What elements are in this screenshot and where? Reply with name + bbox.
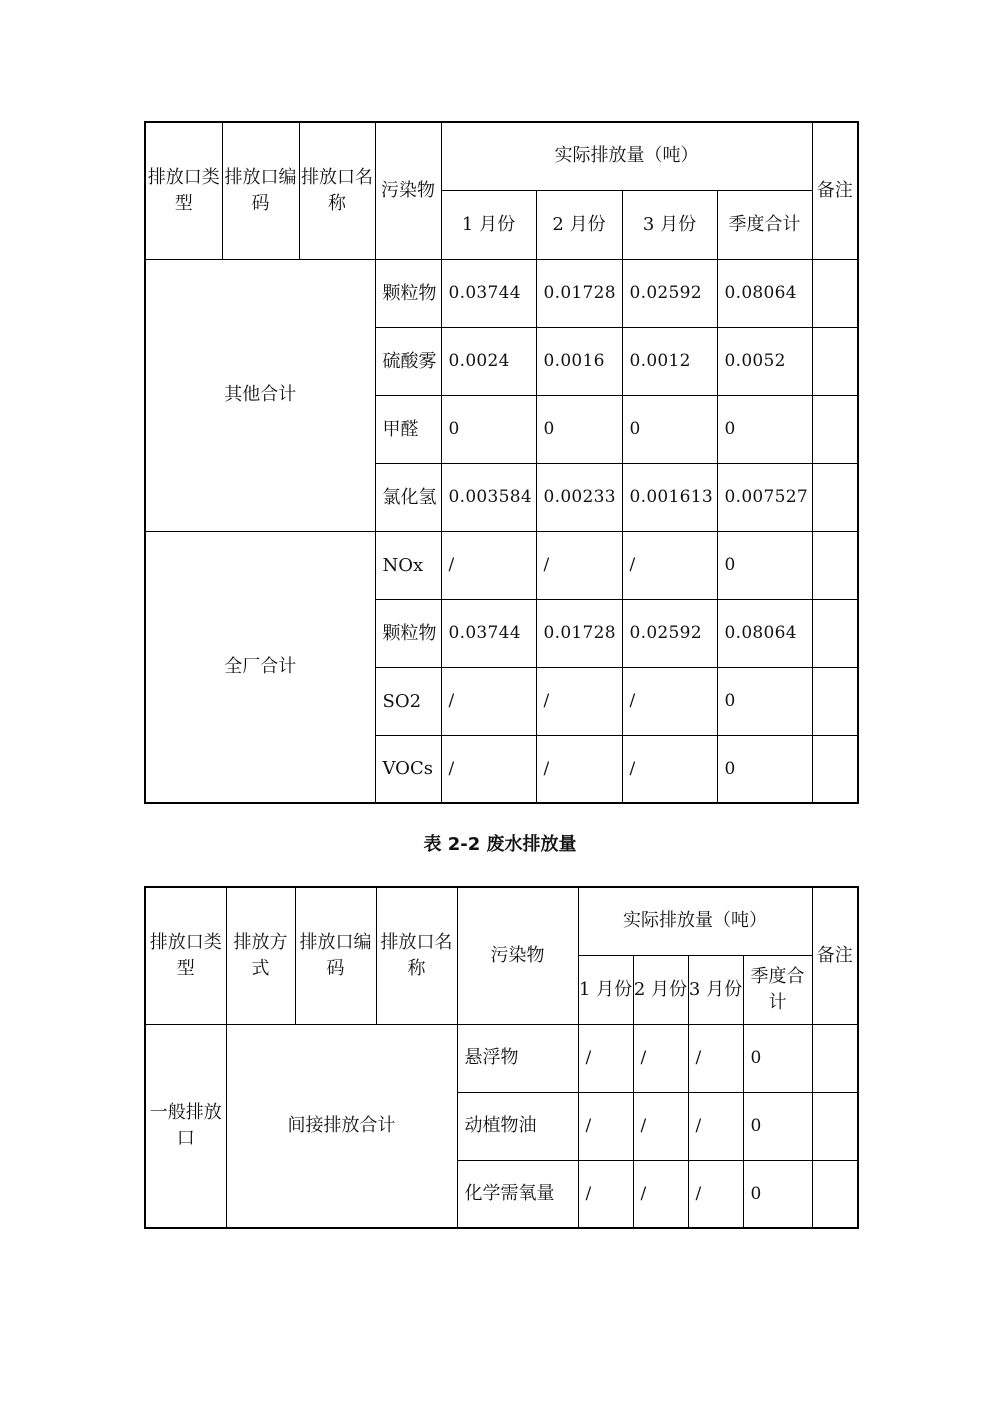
total-cell: 0 xyxy=(743,1024,812,1092)
month1-cell: / xyxy=(578,1024,633,1092)
month2-cell: / xyxy=(633,1160,688,1228)
header-month-1: 1 月份 xyxy=(441,190,536,259)
header-month-3: 3 月份 xyxy=(622,190,717,259)
month2-cell: / xyxy=(536,667,622,735)
header-outlet-name: 排放口名称 xyxy=(376,887,457,1024)
header-outlet-code: 排放口编码 xyxy=(295,887,376,1024)
total-cell: 0 xyxy=(717,395,812,463)
pollutant-cell: 硫酸雾 xyxy=(375,327,441,395)
header-quarter-total: 季度合计 xyxy=(717,190,812,259)
month2-cell: 0.00233 xyxy=(536,463,622,531)
emission-table-air xyxy=(144,121,859,804)
pollutant-cell: SO2 xyxy=(375,667,441,735)
header-outlet-code: 排放口编码 xyxy=(222,122,299,259)
pollutant-cell: 颗粒物 xyxy=(375,259,441,327)
month1-cell: / xyxy=(441,531,536,599)
pollutant-cell: 颗粒物 xyxy=(375,599,441,667)
total-cell: 0.08064 xyxy=(717,599,812,667)
month3-cell: 0 xyxy=(622,395,717,463)
total-cell: 0 xyxy=(743,1160,812,1228)
month2-cell: 0.01728 xyxy=(536,259,622,327)
pollutant-cell: 悬浮物 xyxy=(457,1024,578,1092)
table-row xyxy=(145,531,858,599)
group-label-plant-total: 全厂合计 xyxy=(145,531,375,803)
month3-cell: 0.001613 xyxy=(622,463,717,531)
pollutant-cell: 动植物油 xyxy=(457,1092,578,1160)
month2-cell: / xyxy=(536,531,622,599)
header-outlet-type: 排放口类型 xyxy=(145,122,222,259)
remark-cell xyxy=(812,463,858,531)
month3-cell: / xyxy=(688,1160,743,1228)
header-actual-emission: 实际排放量（吨） xyxy=(441,122,812,190)
remark-cell xyxy=(812,667,858,735)
total-cell: 0.08064 xyxy=(717,259,812,327)
header-month-2: 2 月份 xyxy=(536,190,622,259)
emission-table-wastewater xyxy=(144,886,859,1229)
remark-cell xyxy=(812,1092,858,1160)
group-label-other-total: 其他合计 xyxy=(145,259,375,531)
remark-cell xyxy=(812,531,858,599)
header-month-1: 1 月份 xyxy=(578,955,633,1024)
remark-cell xyxy=(812,327,858,395)
month3-cell: / xyxy=(688,1024,743,1092)
total-cell: 0.0052 xyxy=(717,327,812,395)
month2-cell: 0.01728 xyxy=(536,599,622,667)
table-caption: 表 2-2 废水排放量 xyxy=(423,834,577,855)
month2-cell: / xyxy=(633,1024,688,1092)
month3-cell: 0.0012 xyxy=(622,327,717,395)
pollutant-cell: 甲醛 xyxy=(375,395,441,463)
month1-cell: 0.03744 xyxy=(441,599,536,667)
remark-cell xyxy=(812,1160,858,1228)
month3-cell: 0.02592 xyxy=(622,259,717,327)
remark-cell xyxy=(812,735,858,803)
month1-cell: / xyxy=(578,1160,633,1228)
total-cell: 0 xyxy=(743,1092,812,1160)
month2-cell: 0.0016 xyxy=(536,327,622,395)
total-cell: 0 xyxy=(717,667,812,735)
remark-cell xyxy=(812,599,858,667)
header-outlet-name: 排放口名称 xyxy=(299,122,375,259)
group-label-indirect-total: 间接排放合计 xyxy=(226,1024,457,1228)
month1-cell: / xyxy=(578,1092,633,1160)
table-row xyxy=(145,1024,858,1092)
pollutant-cell: 氯化氢 xyxy=(375,463,441,531)
month3-cell: / xyxy=(622,667,717,735)
month1-cell: / xyxy=(441,735,536,803)
total-cell: 0 xyxy=(717,531,812,599)
header-month-3: 3 月份 xyxy=(688,955,743,1024)
month1-cell: 0 xyxy=(441,395,536,463)
month1-cell: 0.03744 xyxy=(441,259,536,327)
pollutant-cell: VOCs xyxy=(375,735,441,803)
month1-cell: 0.0024 xyxy=(441,327,536,395)
month2-cell: 0 xyxy=(536,395,622,463)
header-pollutant: 污染物 xyxy=(457,887,578,1024)
header-remark: 备注 xyxy=(812,887,858,1024)
month3-cell: 0.02592 xyxy=(622,599,717,667)
month1-cell: 0.003584 xyxy=(441,463,536,531)
month2-cell: / xyxy=(536,735,622,803)
header-actual-emission: 实际排放量（吨） xyxy=(578,887,812,955)
month3-cell: / xyxy=(622,531,717,599)
total-cell: 0.007527 xyxy=(717,463,812,531)
header-remark: 备注 xyxy=(812,122,858,259)
header-outlet-type: 排放口类型 xyxy=(145,887,226,1024)
header-discharge-method: 排放方式 xyxy=(226,887,295,1024)
total-cell: 0 xyxy=(717,735,812,803)
pollutant-cell: NOx xyxy=(375,531,441,599)
remark-cell xyxy=(812,395,858,463)
pollutant-cell: 化学需氧量 xyxy=(457,1160,578,1228)
header-pollutant: 污染物 xyxy=(375,122,441,259)
header-month-2: 2 月份 xyxy=(633,955,688,1024)
month2-cell: / xyxy=(633,1092,688,1160)
month3-cell: / xyxy=(622,735,717,803)
header-quarter-total: 季度合计 xyxy=(743,955,812,1024)
month1-cell: / xyxy=(441,667,536,735)
table-row xyxy=(145,259,858,327)
remark-cell xyxy=(812,259,858,327)
outlet-type-cell: 一般排放口 xyxy=(145,1024,226,1228)
month3-cell: / xyxy=(688,1092,743,1160)
remark-cell xyxy=(812,1024,858,1092)
